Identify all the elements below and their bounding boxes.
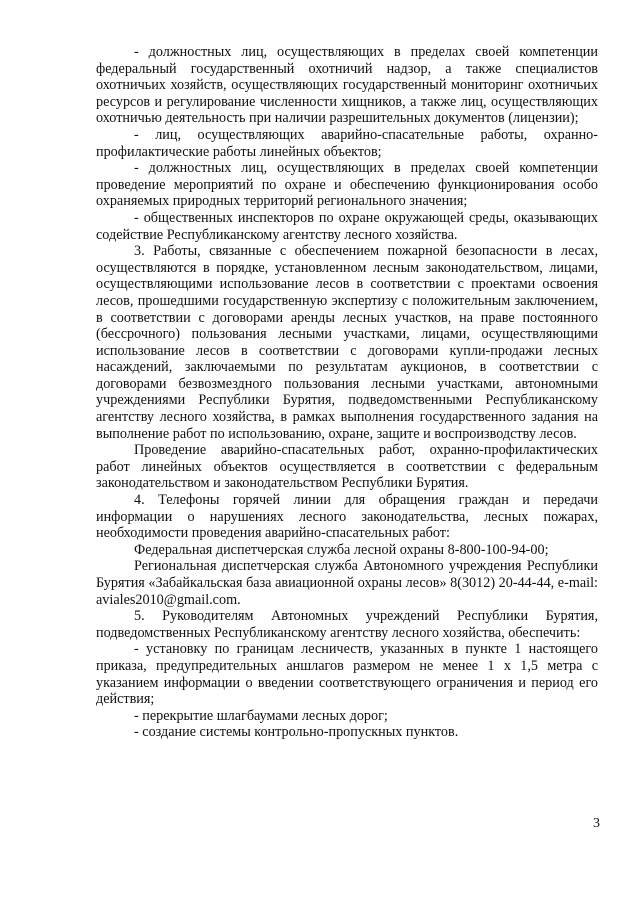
paragraph-public-inspectors: - общественных инспекторов по охране окружающей среды, оказывающих содействие Республиканскому агентству лесного хозяйства. — [96, 209, 598, 243]
paragraph-officials-hunting: - должностных лиц, осуществляющих в пределах своей компетенции федеральный государственный охотничий надзор, а также специалистов охотничьих хозяйств, осуществляющих государственный мониторинг охотничьих ресурсов и регулирование численности хищников, а также лиц, осуществляющих охотничью деятельность при наличии разрешительных документов (лицензии); — [96, 44, 598, 127]
paragraph-checkpoints: - создание системы контрольно-пропускных пунктов. — [134, 724, 459, 741]
paragraph-regional-hotline: Региональная диспетчерская служба Автономного учреждения Республики Бурятия «Забайкальская база авиационной охраны лесов» 8(3012) 20-44-44, e-mail: aviales2010@gmail.com. — [96, 558, 598, 608]
paragraph-signs: - установку по границам лесничеств, указанных в пункте 1 настоящего приказа, предупредительных аншлагов размером не менее 1 х 1,5 метра с указанием информации о введении соответствующего ограничения и период его действия; — [96, 641, 598, 708]
paragraph-rescue-legislation: Проведение аварийно-спасательных работ, охранно-профилактических работ линейных объектов осуществляется в соответствии с федеральным законодательством и законодательством Республики Бурятия. — [96, 442, 598, 492]
paragraph-barriers: - перекрытие шлагбаумами лесных дорог; — [134, 707, 388, 724]
paragraph-rescue-works: - лиц, осуществляющих аварийно-спасательные работы, охранно-профилактические работы линейных объектов; — [96, 126, 598, 160]
paragraph-section-4-hotlines: 4. Телефоны горячей линии для обращения граждан и передачи информации о нарушениях лесного законодательства, лесных пожарах, необходимости проведения аварийно-спасательных работ: — [96, 492, 598, 542]
paragraph-section-5: 5. Руководителям Автономных учреждений Республики Бурятия, подведомственных Республиканскому агентству лесного хозяйства, обеспечить: — [96, 608, 598, 641]
page-number: 3 — [593, 816, 600, 831]
paragraph-federal-hotline: Федеральная диспетчерская служба лесной охраны 8-800-100-94-00; — [134, 541, 549, 558]
paragraph-protected-areas: - должностных лиц, осуществляющих в пределах своей компетенции проведение мероприятий по охране и обеспечению функционирования особо охраняемых природных территорий регионального значения; — [96, 160, 598, 210]
paragraph-section-3: 3. Работы, связанные с обеспечением пожарной безопасности в лесах, осуществляются в порядке, установленном лесным законодательством, лицами, осуществляющими использование лесов в соответствии с проектами освоения лесов, прошедшими государственную экспертизу с положительным заключением, в соответствии с договорами аренды лесных участков, на праве постоянного (бессрочного) пользования лесными участками, лицами, осуществляющими использование лесов в соответствии с договорами купли-продажи лесных насаждений, заключаемыми по результатам аукционов, в соответствии с договорами безвозмездного пользования лесными участками, автономными учреждениями Республики Бурятия, подведомственными Республиканскому агентству лесного хозяйства, в рамках выполнения государственного задания на выполнение работ по использованию, охране, защите и воспроизводству лесов. — [96, 243, 598, 442]
